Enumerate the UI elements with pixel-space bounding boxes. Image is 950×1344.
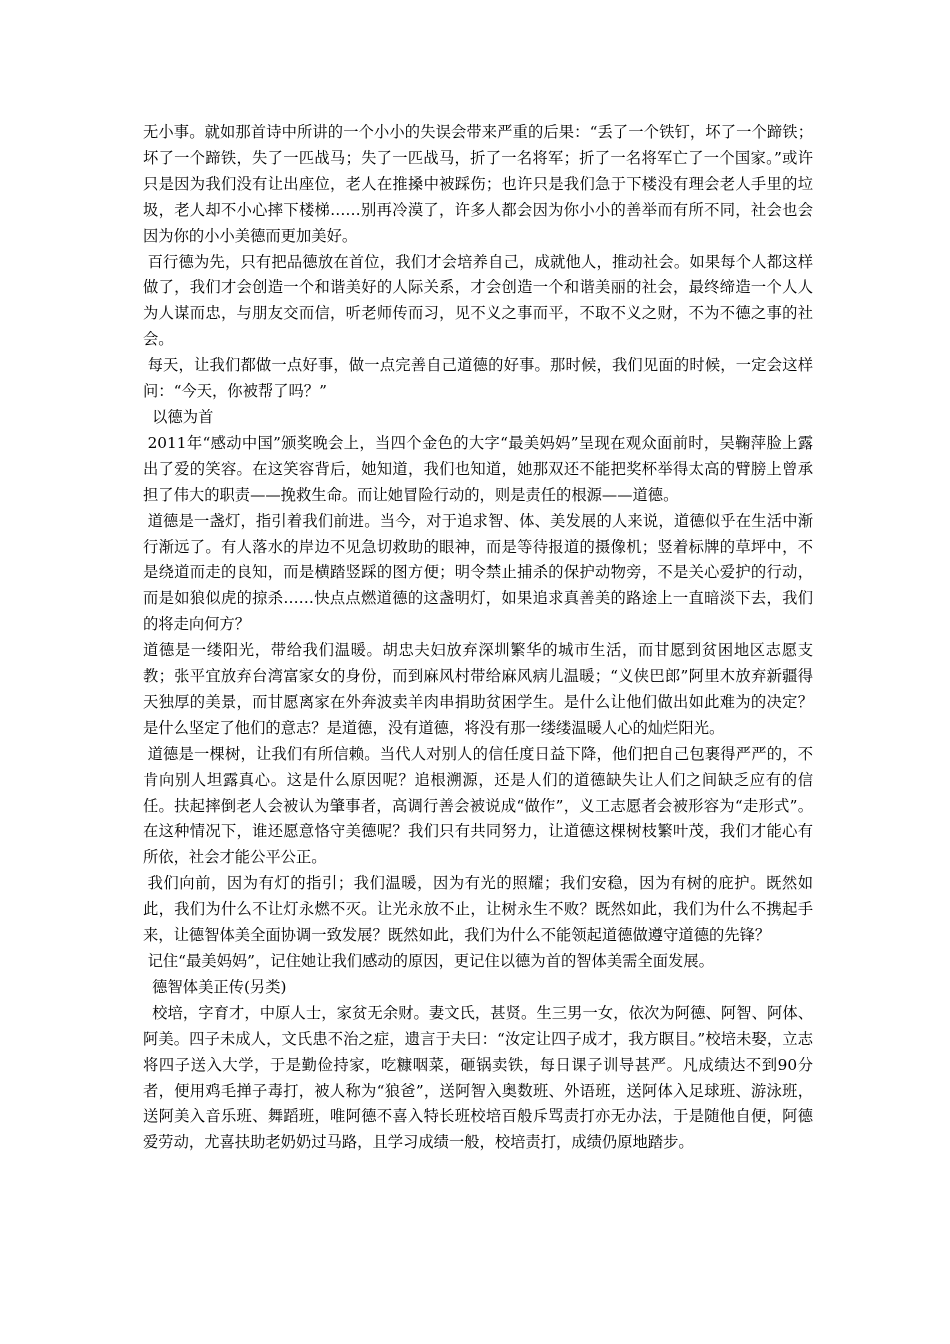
- paragraph-8: 我们向前，因为有灯的指引；我们温暖，因为有光的照耀；我们安稳，因为有树的庇护。既然如此，我们为什么不让灯永燃不灭。让光永放不止，让树永生不败？既然如此，我们为什么不携起手来，让德智体美全面协调一致发展？既然如此，我们为什么不能领起道德做遵守道德的先锋？: [143, 874, 813, 945]
- paragraph-7: 道德是一棵树，让我们有所信赖。当代人对别人的信任度日益下降，他们把自己包裹得严严的，不肯向别人坦露真心。这是什么原因呢？追根溯源，还是人们的道德缺失让人们之间缺乏应有的信任。扶起摔倒老人会被认为肇事者，高调行善会被说成“做作”，义工志愿者会被形容为“走形式”。在这种情况下，谁还愿意恪守美德呢？我们只有共同努力，让道德这棵树枝繁叶茂，我们才能心有所依，社会才能公平公正。: [143, 744, 813, 867]
- section-heading-1: 以德为首: [152, 407, 214, 426]
- section-heading-2: 德智体美正传(另类): [152, 977, 287, 996]
- paragraph-9: 记住“最美妈妈”，记住她让我们感动的原因，更记住以德为首的智体美需全面发展。: [147, 952, 714, 970]
- paragraph-4: 2011年“感动中国”颁奖晚会上，当四个金色的大字“最美妈妈”呈现在观众面前时，吴鞠萍脸上露出了爱的笑容。在这笑容背后，她知道，我们也知道，她那双还不能把奖杯举得太高的臂膀上曾承担了伟大的职责——挽救生命。而让她冒险行动的，则是责任的根源——道德。: [143, 433, 813, 504]
- paragraph-2: 百行德为先，只有把品德放在首位，我们才会培养自己，成就他人，推动社会。如果每个人都这样做了，我们才会创造一个和谐美好的人际关系，才会创造一个和谐美丽的社会，最终缔造一个人人为人谋而忠，与朋友交而信，听老师传而习，见不义之事而平，不取不义之财，不为不德之事的社会。: [143, 252, 813, 349]
- document-page: [143, 120, 813, 1156]
- paragraph-6: 道德是一缕阳光，带给我们温暖。胡忠夫妇放弃深圳繁华的城市生活，而甘愿到贫困地区志愿支教；张平宜放弃台湾富家女的身份，而到麻风村带给麻风病儿温暖；“义侠巴郎”阿里木放弃新疆得天独厚的美景，而甘愿离家在外奔波卖羊肉串捐助贫困学生。是什么让他们做出如此难为的决定？是什么坚定了他们的意志？是道德，没有道德，将没有那一缕缕温暖人心的灿烂阳光。: [143, 641, 813, 737]
- paragraph-1: 无小事。就如那首诗中所讲的一个小小的失误会带来严重的后果：“丢了一个铁钉，坏了一个蹄铁；坏了一个蹄铁，失了一匹战马；失了一匹战马，折了一名将军；折了一名将军亡了一个国家。”或许只是因为我们没有让出座位，老人在推搡中被踩伤；也许只是我们急于下楼没有理会老人手里的垃圾，老人却不小心摔下楼梯……别再冷漠了，许多人都会因为你小小的善举而有所不同，社会也会因为你的小小美德而更加美好。: [143, 123, 813, 245]
- paragraph-10: 校培，字育才，中原人士，家贫无余财。妻文氏，甚贤。生三男一女，依次为阿德、阿智、阿体、阿美。四子未成人，文氏患不治之症，遗言于夫曰：“汝定让四子成才，我方瞑目。”校培未娶，立志将四子送入大学，于是勤俭持家，吃糠咽菜，砸锅卖铁，每日课子训导甚严。凡成绩达不到90分者，便用鸡毛掸子毒打，被人称为“狼爸”，送阿智入奥数班、外语班，送阿体入足球班、游泳班，送阿美入音乐班、舞蹈班，唯阿德不喜入特长班校培百般斥骂责打亦无办法，于是随他自便，阿德爱劳动，尤喜扶助老奶奶过马路，且学习成绩一般，校培责打，成绩仍原地踏步。: [143, 1003, 813, 1152]
- paragraph-3: 每天，让我们都做一点好事，做一点完善自己道德的好事。那时候，我们见面的时候，一定会这样问：“今天，你被帮了吗？”: [143, 356, 813, 401]
- paragraph-5: 道德是一盏灯，指引着我们前进。当今，对于追求智、体、美发展的人来说，道德似乎在生活中渐行渐远了。有人落水的岸边不见急切救助的眼神，而是等待报道的摄像机；竖着标牌的草坪中，不是绕道而走的良知，而是横踏竖踩的图方便；明令禁止捕杀的保护动物旁，不是关心爱护的行动，而是如狼似虎的掠杀……快点点燃道德的这盏明灯，如果追求真善美的路途上一直暗淡下去，我们的将走向何方？: [143, 511, 813, 634]
